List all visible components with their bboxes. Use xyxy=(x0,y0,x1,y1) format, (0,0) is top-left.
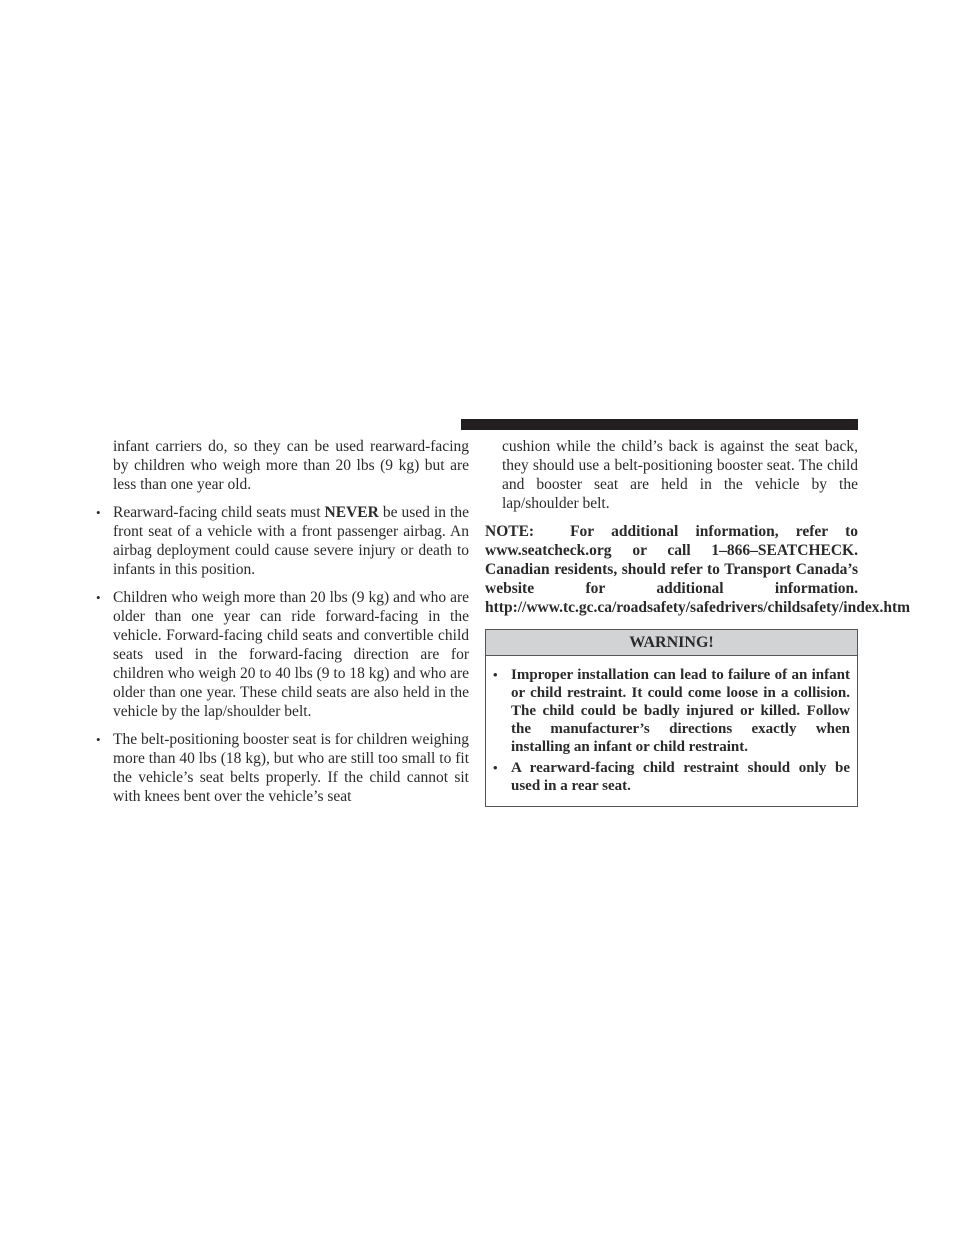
left-column xyxy=(96,437,469,815)
bullet-glyph: • xyxy=(96,732,101,747)
note-label: NOTE: xyxy=(485,523,535,540)
bullet-glyph: • xyxy=(96,505,101,520)
list-item-never-front-seat: • Rearward-facing child seats must NEVER be used in the front seat of a vehicle with a front passenger airbag. An airbag deployment could cause severe injury or death to infants in this position. xyxy=(96,504,469,578)
list-item-forward-facing: • Children who weigh more than 20 lbs (9 kg) and who are older than one year can ride forward-facing in the vehicle. Forward-facing child seats and convertible child seats used in the forward-facing direction are for children who weigh 20 to 40 lbs (9 to 18 kg) and who are older than one year. These child seats are also held in the vehicle by the lap/shoulder belt. xyxy=(96,589,470,720)
bullet-glyph: • xyxy=(493,667,498,682)
note-text: For additional information, refer to www.seatcheck.org or call 1–866–SEATCHECK. Canadian residents, should refer to Transport Canada’s website for additional information. http://www.tc.gc.ca/roadsafety/safedrivers/childsafety/index.htm xyxy=(485,523,911,616)
warning-body xyxy=(486,656,857,806)
warning-item: • Improper installation can lead to failure of an infant or child restraint. It could come loose in a collision. The child could be badly injured or killed. Follow the manufacturer’s directions exactly when installing an infant or child restraint. xyxy=(493,667,850,755)
list-item-booster-seat: • The belt-positioning booster seat is for children weighing more than 40 lbs (18 kg), but who are still too small to fit the vehicle’s seat belts properly. If the child cannot sit with knees bent over the vehicle’s seat xyxy=(96,731,469,805)
bullet-glyph: • xyxy=(96,590,101,605)
never-emphasis: NEVER xyxy=(324,504,379,521)
continuation-paragraph: cushion while the child’s back is against the seat back, they should use a belt-positioning booster seat. The child and booster seat are held in the vehicle by the lap/shoulder belt. xyxy=(502,438,858,512)
warning-title: WARNING! xyxy=(486,630,857,656)
warning-item: • A rearward-facing child restraint should only be used in a rear seat. xyxy=(493,760,850,794)
continuation-paragraph: infant carriers do, so they can be used rearward-facing by children who weigh more than 20 lbs (9 kg) but are less than one year old. xyxy=(113,438,469,493)
section-header-bar xyxy=(461,419,858,430)
bullet-glyph: • xyxy=(493,760,498,775)
warning-box xyxy=(485,629,858,807)
right-column xyxy=(485,437,911,807)
note-block xyxy=(485,522,911,617)
